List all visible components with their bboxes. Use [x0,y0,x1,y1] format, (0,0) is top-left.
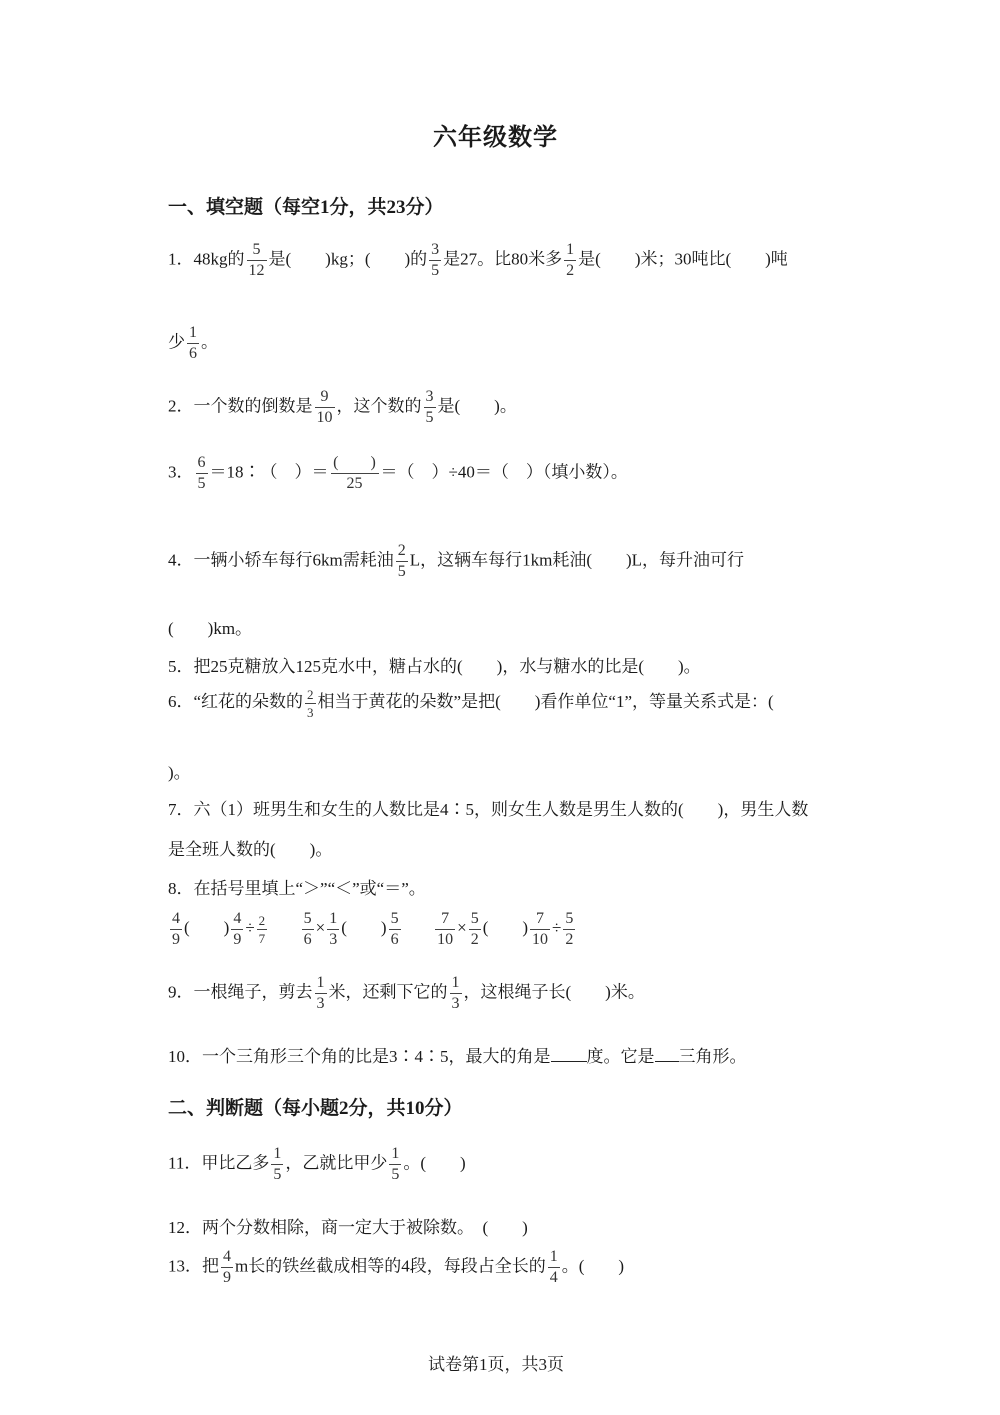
fraction: $\frac{1}{5}$ [273,1145,282,1183]
question-4: 4．一辆小轿车每行6km需耗油 $\frac{2}{5}$ L，这辆车每行1km耗油( )L，每升油可行 [168,542,745,580]
comparison-3: $\frac{7}{10}$ × $\frac{5}{2}$ ( ) $\frac{7}{10}$ ÷ $\frac{5}{2}$ [437,910,574,948]
fraction: $\frac{3}{5}$ [431,241,440,279]
fraction: $\frac{1}{4}$ [549,1248,558,1286]
fraction: $\frac{4}{9}$ [223,1248,231,1286]
fraction: $\frac{3}{5}$ [425,388,434,426]
question-8-comparisons [168,911,577,948]
answer-blank [551,1060,587,1062]
fraction: $\frac{1}{6}$ [189,324,197,362]
question-1: 1．48kg的 $\frac{5}{12}$ 是( )kg；( )的 $\frac{3}{5}$ 是27。比80米多 $\frac{1}{2}$ 是( )米；30吨比( )吨 [168,241,788,279]
fraction: $\frac{1}{3}$ [316,974,325,1012]
question-4-continued: ( )km。 [168,619,253,638]
question-7: 7．六（1）班男生和女生的人数比是4∶5，则女生人数是男生人数的( )，男生人数 [168,800,809,819]
fraction: $\frac{6}{5}$ [197,454,206,492]
fraction: $\frac{5}{12}$ [248,241,265,279]
fraction: $\frac{9}{10}$ [316,388,333,426]
fraction-blank: $\frac{( )}{25}$ [331,455,379,492]
fraction: $\frac{1}{5}$ [391,1145,400,1183]
question-1-continued: 少 $\frac{1}{6}$ 。 [168,324,218,362]
question-5: 5．把25克糖放入125克水中，糖占水的( )，水与糖水的比是( )。 [168,657,701,676]
comparison-2: $\frac{5}{6}$ × $\frac{1}{3}$ ( ) $\frac{5}{6}$ [303,910,399,948]
question-6-continued: )。 [168,763,191,782]
question-3: 3． $\frac{6}{5}$ ＝18∶（ ）＝ $\frac{( )}{25}$ ＝（ ）÷40＝（ ）（填小数）。 [168,454,628,492]
fraction: $\frac{1}{3}$ [451,974,460,1012]
section-true-false-heading: 二、判断题（每小题2分，共10分） [168,1098,463,1119]
fraction: $\frac{2}{3}$ [307,686,314,720]
comparison-1: $\frac{4}{9}$ ( ) $\frac{4}{9}$ ÷ $\frac{2}{7}$ [172,910,266,948]
question-10: 10．一个三角形三个角的比是3∶4∶5，最大的角是 度。它是 三角形。 [168,1047,747,1066]
question-13: 13．把 $\frac{4}{9}$ m长的铁丝截成相等的4段，每段占全长的 $\frac{1}{4}$ 。( ) [168,1248,625,1286]
section-fill-in-heading: 一、填空题（每空1分，共23分） [168,197,444,218]
question-2: 2．一个数的倒数是 $\frac{9}{10}$ ，这个数的 $\frac{3}{5}$ 是( )。 [168,388,517,426]
fraction: $\frac{1}{2}$ [566,241,575,279]
fraction: $\frac{2}{5}$ [397,542,406,580]
question-11: 11．甲比乙多 $\frac{1}{5}$ ，乙就比甲少 $\frac{1}{5}$ 。( ) [168,1145,466,1183]
question-9: 9．一根绳子，剪去 $\frac{1}{3}$ 米，还剩下它的 $\frac{1}{3}$ ，这根绳子长( )米。 [168,974,645,1012]
page-title: 六年级数学 [433,125,558,151]
question-8: 8．在括号里填上“＞”“＜”或“＝”。 [168,879,426,898]
page-footer: 试卷第1页，共3页 [428,1355,564,1374]
question-6: 6．“红花的朵数的 $\frac{2}{3}$ 相当于黄花的朵数”是把( )看作单位“1”，等量关系式是：( [168,686,774,720]
question-12: 12．两个分数相除，商一定大于被除数。 ( ) [168,1218,528,1237]
answer-blank [655,1060,679,1062]
question-7-continued: 是全班人数的( )。 [168,840,333,859]
